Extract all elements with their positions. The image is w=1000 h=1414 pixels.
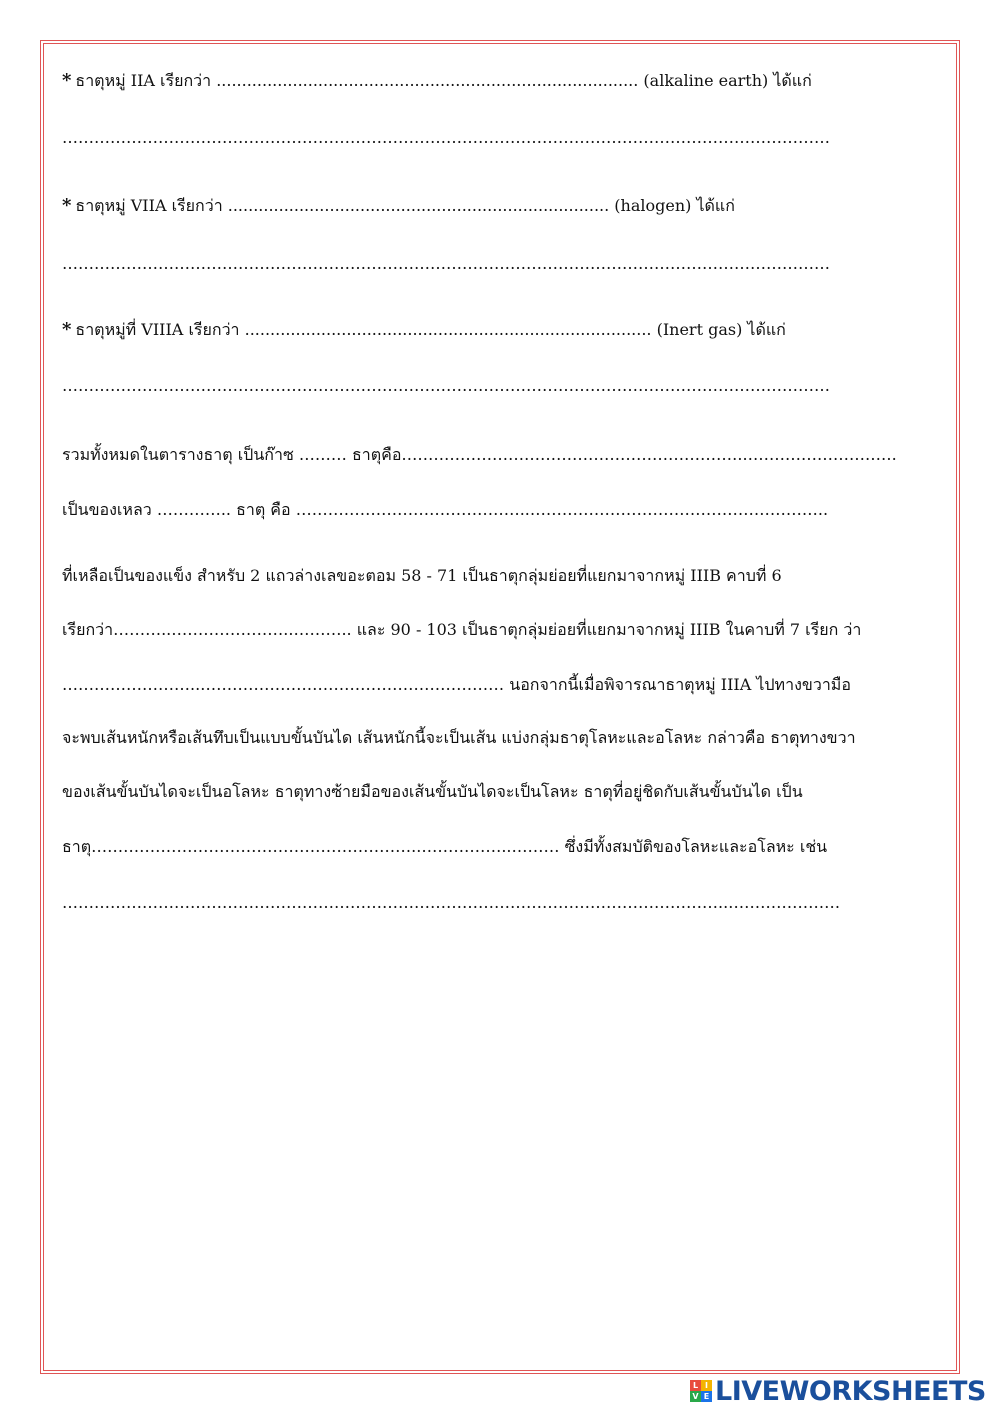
page-border-inner	[43, 43, 957, 1371]
asterisk-icon: *	[62, 195, 72, 216]
logo-letter-i: I	[701, 1380, 712, 1391]
answer-line-viiia[interactable]: ………………………………………………………………………………………………………………………………	[62, 376, 830, 395]
liveworksheets-brand: LIVEWORKSHEETS	[715, 1375, 986, 1407]
para-line-1: รวมทั้งหมดในตารางธาตุ เป็นก๊าซ ……… ธาตุคือ………………………………………………………..……………………….	[62, 445, 897, 464]
para-line-4: เรียกว่า………..…………………..……….. และ 90 - 103 เป็นธาตุกลุ่มย่อยที่แยกมาจากหมู่ IIIB ในคาบที่ 7 เรียก ว่า	[62, 620, 862, 639]
question-viiia	[62, 320, 786, 340]
para-line-8: ธาตุ……………………………………………………..……………..……… ซึ่งมีทั้งสมบัติของโลหะและอโลหะ เช่น	[62, 837, 828, 856]
para-line-5: ……………………..………………………………………………… นอกจากนี้เมื่อพิจารณาธาตุหมู่ IIIA ไปทางขวามือ	[62, 675, 851, 694]
liveworksheets-logo	[690, 1376, 986, 1406]
question-iia	[62, 71, 812, 91]
logo-letter-v: V	[690, 1391, 701, 1402]
question-iia-text: ธาตุหมู่ IIA เรียกว่า ................................................................................... (alkaline earth) ได้แก่	[75, 71, 812, 90]
para-line-7: ของเส้นขั้นบันไดจะเป็นอโลหะ ธาตุทางซ้ายมือของเส้นขั้นบันไดจะเป็นโลหะ ธาตุที่อยู่ชิดกับเส้นขั้นบันได เป็น	[62, 782, 803, 801]
asterisk-icon: *	[62, 70, 72, 91]
liveworksheets-icon	[690, 1380, 712, 1402]
question-viia	[62, 196, 735, 216]
question-viia-text: ธาตุหมู่ VIIA เรียกว่า ........................................................................... (halogen) ได้แก่	[75, 196, 735, 215]
answer-line-viia[interactable]: ………………………………………………………………………………………………………………………………	[62, 254, 830, 273]
para-line-9[interactable]: ……………………………………………………………………………………………………………..…………………	[62, 893, 841, 912]
para-line-2: เป็นของเหลว ………….. ธาตุ คือ ……………………………………..………………………………………………..	[62, 500, 829, 519]
para-line-6: จะพบเส้นหนักหรือเส้นทึบเป็นแบบขั้นบันได เส้นหนักนี้จะเป็นเส้น แบ่งกลุ่มธาตุโลหะและอโลหะ กล่าวคือ ธาตุทางขวา	[62, 728, 856, 747]
question-viiia-text: ธาตุหมู่ที่ VIIIA เรียกว่า ................................................................................ (Inert gas) ได้แก่	[75, 320, 786, 339]
logo-letter-l: L	[690, 1380, 701, 1391]
answer-line-iia[interactable]: ………………………………………………………………………………………………………………………………	[62, 128, 830, 147]
asterisk-icon: *	[62, 319, 72, 340]
para-line-3: ที่เหลือเป็นของแข็ง สำหรับ 2 แถวล่างเลขอะตอม 58 - 71 เป็นธาตุกลุ่มย่อยที่แยกมาจากหมู่ IIIB คาบที่ 6	[62, 566, 782, 585]
logo-letter-e: E	[701, 1391, 712, 1402]
